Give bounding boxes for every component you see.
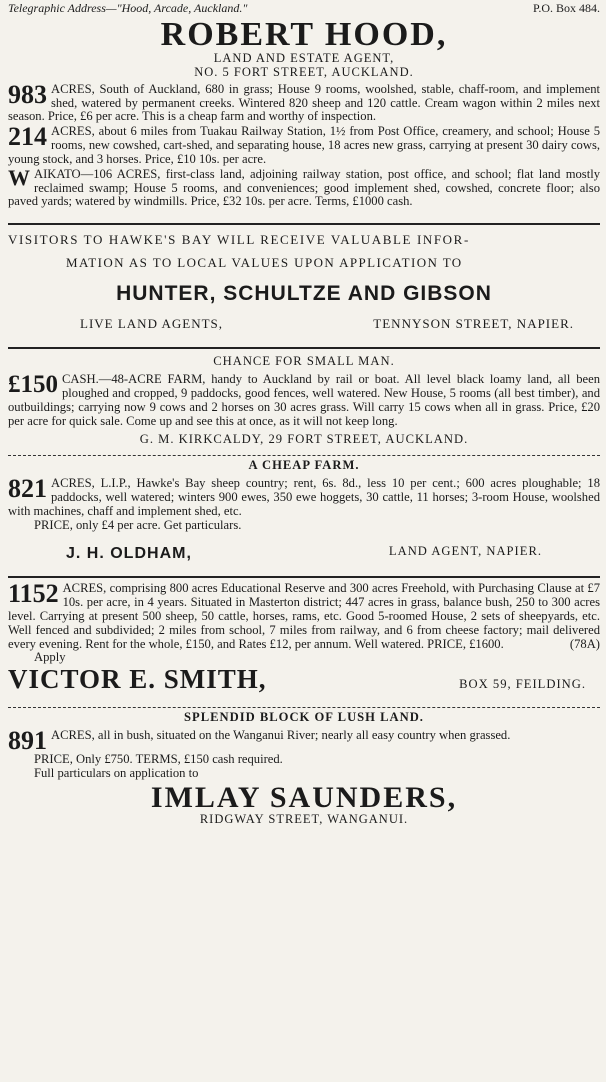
lush-land-heading: SPLENDID BLOCK OF LUSH LAND.	[184, 709, 424, 724]
robert-hood-name: ROBERT HOOD,	[160, 16, 448, 54]
oldham-price: PRICE, only £4 per acre. Get particulars.	[34, 517, 242, 532]
kirkcaldy-advert	[8, 355, 600, 447]
live-land-agents: LIVE LAND AGENTS,	[80, 315, 224, 331]
firm-name: HUNTER, SCHULTZE AND GIBSON	[116, 281, 492, 305]
listing-text: CASH.—48-ACRE FARM, handy to Auckland by rail or boat. All level black loamy land, all been ploughed and cropped, 9 paddocks, good fences, well watered. New House, 5 rooms (all best timber), and outbuildings; carrying now 9 cows and 2 horses on 30 acres grass. Will carry 15 cows when all in grass. Price, £20 per acre for quick sale. Come up and see this at once, as it will not keep long.	[8, 372, 600, 428]
reference-code: (78A)	[569, 636, 600, 651]
apply-label: Apply	[34, 650, 66, 665]
listing-214	[8, 122, 600, 167]
smith-name: VICTOR E. SMITH,	[8, 664, 267, 695]
listing-initial: W	[8, 164, 30, 190]
listing-text: ACRES, all in bush, situated on the Wanganui River; nearly all easy country when grassed.	[51, 727, 511, 742]
listing-text: ACRES, L.I.P., Hawke's Bay sheep country; rent, 6s. 8d., less 10 per cent.; 600 acres ploughable; 18 paddocks, well watered; winters 900 ewes, 350 ewe hoggets, 30 cattle, 11 horses; 3-room House, woolshed with machines, chaff and implement shed, etc.	[8, 476, 600, 518]
hood-address: NO. 5 FORT STREET, AUCKLAND.	[194, 64, 414, 79]
listing-number: 1152	[8, 579, 59, 609]
listing-number: 891	[8, 725, 47, 755]
hood-title: LAND AND ESTATE AGENT,	[213, 51, 395, 66]
listing-number: £150	[8, 371, 58, 399]
smith-box: BOX 59, FEILDING.	[459, 677, 586, 692]
kirkcaldy-agent: G. M. KIRKCALDY, 29 FORT STREET, AUCKLAND.	[139, 432, 469, 447]
listing-821	[8, 474, 600, 519]
divider	[8, 455, 600, 456]
listing-waikato	[8, 164, 600, 210]
cheap-farm-heading: A CHEAP FARM.	[248, 458, 360, 473]
saunders-advert	[8, 711, 600, 827]
saunders-particulars: Full particulars on application to	[34, 766, 199, 781]
listing-text: AIKATO—106 ACRES, first-class land, adjoining railway station, post office, and school; flat land mostly reclaimed swamp; House 5 rooms, and conveniences; good implement shed, cowshed, concrete floor; also paved yards; watered by windmills. Price, £32 10s. per acre. Terms, £1000 cash.	[8, 166, 600, 209]
divider	[8, 707, 600, 708]
chance-heading: CHANCE FOR SMALL MAN.	[213, 354, 395, 369]
oldham-agent: LAND AGENT, NAPIER.	[388, 543, 542, 558]
telegraphic-address: Telegraphic Address—"Hood, Arcade, Auckland."	[8, 1, 248, 15]
robert-hood-advert	[8, 2, 600, 209]
divider	[8, 223, 600, 225]
listing-number: 214	[8, 122, 47, 152]
hunter-schultze-gibson-advert	[8, 233, 600, 331]
listing-number: 983	[8, 79, 47, 109]
po-box: P.O. Box 484.	[532, 1, 600, 15]
smith-advert	[8, 579, 600, 695]
saunders-name: IMLAY SAUNDERS,	[150, 781, 458, 815]
listing-983	[8, 79, 600, 125]
listing-text: ACRES, comprising 800 acres Educational Reserve and 300 acres Freehold, with Purchasing Clause at £7 10s. per acre, in 4 years. Situated in Masterton district; 447 acres in grass, balance bush, 250 to 300 acres level. Carrying at present 500 sheep, 50 cattle, horses, rams, etc. Good 5-roomed House, 2 sets of sheepyards, etc. Well fenced and subdivided; 2 miles from school, 7 miles from railway, and 6 from cheese factory; mail delivered every evening. Rent for the whole, £150, and Rates £12, per annum. Well watered. PRICE, £1600.	[8, 581, 600, 651]
listing-1152	[8, 579, 600, 651]
information-line: MATION AS TO LOCAL VALUES UPON APPLICATION TO	[66, 254, 463, 270]
smith-row	[8, 665, 600, 695]
listing-text: ACRES, South of Auckland, 680 in grass; House 9 rooms, woolshed, stable, chaff-room, and implement shed, watered by permanent creeks. Wintered 820 sheep and 120 cattle. Cream wagon within 2 miles next season. Price, £6 per acre. This is a cheap farm and worthy of inspection.	[8, 81, 600, 124]
oldham-name: J. H. OLDHAM,	[66, 544, 192, 562]
saunders-address: RIDGWAY STREET, WANGANUI.	[199, 812, 409, 827]
oldham-row	[8, 545, 600, 563]
visitors-line: VISITORS TO HAWKE'S BAY WILL RECEIVE VALUABLE INFOR-	[8, 232, 470, 248]
listing-891	[8, 725, 600, 755]
oldham-advert	[8, 459, 600, 562]
listing-150-cash	[8, 373, 600, 428]
agent-row	[8, 317, 600, 331]
divider	[8, 347, 600, 349]
header-row	[8, 2, 600, 15]
divider	[8, 576, 600, 578]
saunders-price: PRICE, Only £750. TERMS, £150 cash required.	[34, 752, 283, 767]
listing-text: ACRES, about 6 miles from Tuakau Railway Station, 1½ from Post Office, creamery, and school; House 5 rooms, new cowshed, cart-shed, and separating house, 18 acres new grass, carrying at present 30 dairy cows, young stock, and 3 horses. Price, £10 10s. per acre.	[8, 124, 600, 166]
tennyson-street: TENNYSON STREET, NAPIER.	[373, 315, 574, 331]
listing-number: 821	[8, 474, 47, 504]
